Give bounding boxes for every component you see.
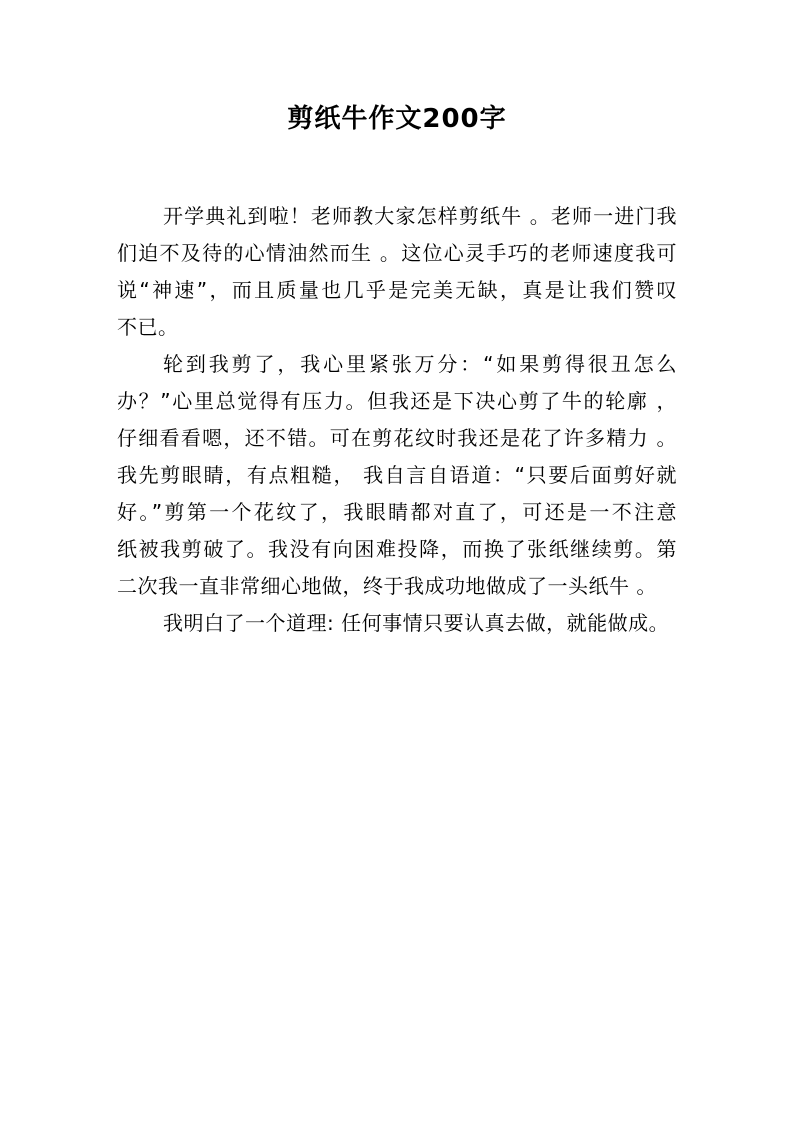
paragraph-line: 我明白了一个道理: 任何事情只要认真去做，就能做成。 bbox=[163, 611, 670, 635]
paragraph-3 bbox=[117, 605, 677, 642]
paragraph-line: 纸被我剪破了。我没有向困难投降，而换了张纸继续剪。第 bbox=[117, 537, 677, 561]
paragraph-line: 办？”心里总觉得有压力。但我还是下决心剪了牛的轮廓 ， bbox=[117, 389, 677, 413]
paragraph-line: 好。”剪第一个花纹了，我眼睛都对直了，可还是一不注意 bbox=[117, 500, 677, 524]
paragraph-1 bbox=[117, 198, 677, 346]
document-title: 剪纸牛作文200字 bbox=[287, 104, 507, 134]
paragraph-line: 开学典礼到啦！老师教大家怎样剪纸牛 。老师一进门我 bbox=[163, 204, 677, 228]
document-body bbox=[117, 198, 677, 642]
paragraph-line: 仔细看看嗯，还不错。可在剪花纹时我还是花了许多精力 。 bbox=[117, 426, 677, 450]
paragraph-line: 不已。 bbox=[117, 315, 179, 339]
paragraph-line: 轮到我剪了，我心里紧张万分：“如果剪得很丑怎么 bbox=[163, 352, 677, 376]
paragraph-line: 二次我一直非常细心地做，终于我成功地做成了一头纸牛 。 bbox=[117, 574, 657, 598]
paragraph-2 bbox=[117, 346, 677, 605]
paragraph-line: 们迫不及待的心情油然而生 。这位心灵手巧的老师速度我可 bbox=[117, 241, 677, 265]
paragraph-line: 我先剪眼睛，有点粗糙， 我自言自语道：“只要后面剪好就 bbox=[117, 463, 677, 487]
paragraph-line: 说“神速”，而且质量也几乎是完美无缺，真是让我们赞叹 bbox=[117, 278, 677, 302]
